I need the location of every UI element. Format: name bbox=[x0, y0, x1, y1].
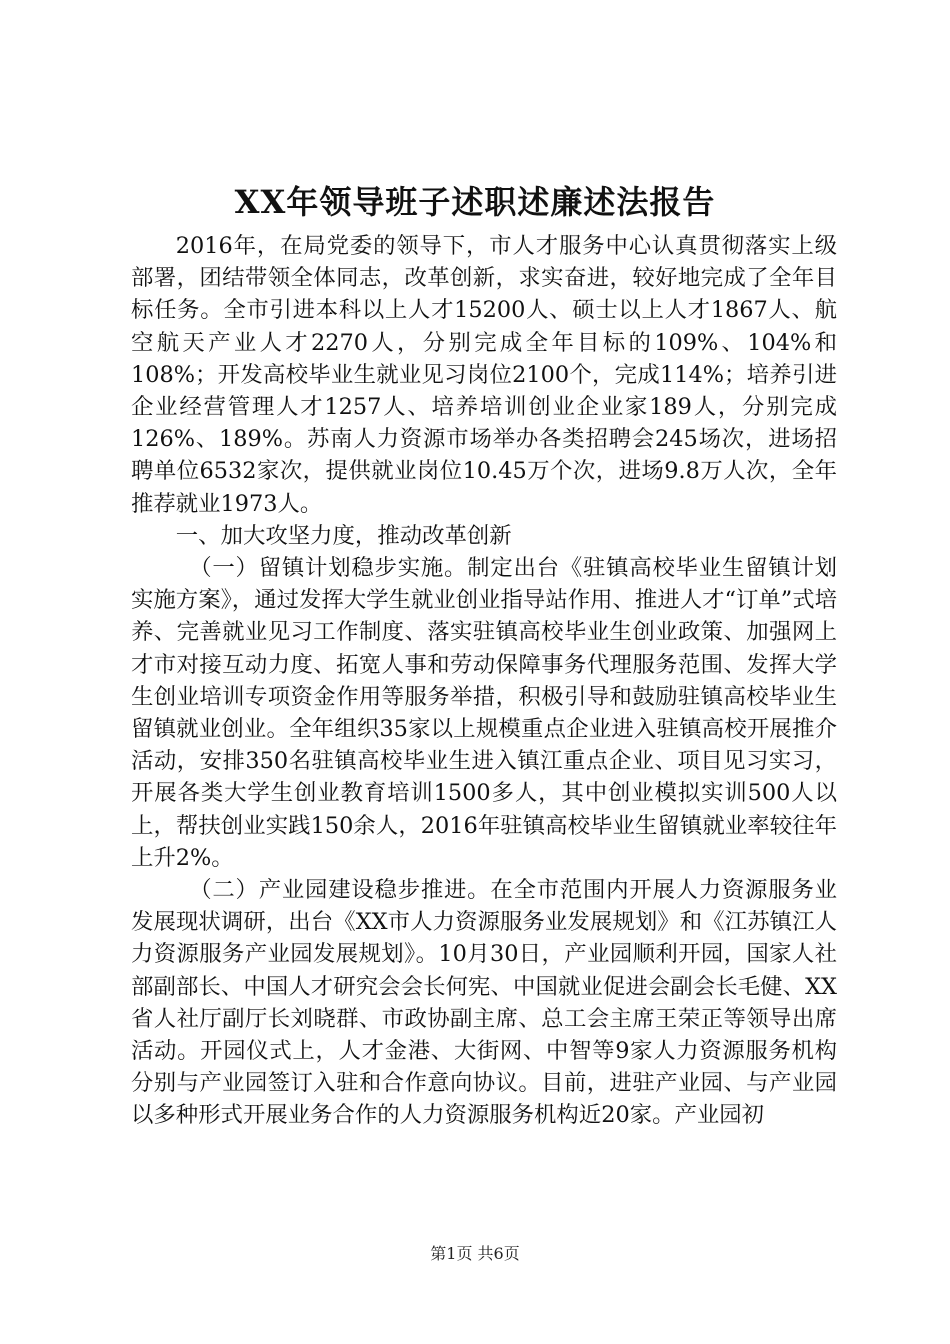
subsection-paragraph-2: （二）产业园建设稳步推进。在全市范围内开展人力资源服务业发展现状调研，出台《XX市人力资源服务业发展规划》和《江苏镇江人力资源服务产业园发展规划》。10月30日，产业园顺利开园，国家人社部副部长、中国人才研究会会长何宪、中国就业促进会副会长毛健、XX省人社厅副厅长刘晓群、市政协副主席、总工会主席王荣正等领导出席活动。开园仪式上，人才金港、大街网、中智等9家人力资源服务机构分别与产业园签订入驻和合作意向协议。目前，进驻产业园、与产业园以多种形式开展业务合作的人力资源服务机构近20家。产业园初 bbox=[131, 877, 837, 1129]
section-heading: 一、加大攻坚力度，推动改革创新 bbox=[175, 522, 512, 549]
subsection-paragraph-1: （一）留镇计划稳步实施。制定出台《驻镇高校毕业生留镇计划实施方案》，通过发挥大学生就业创业指导站作用、推进人才“订单”式培养、完善就业见习工作制度、落实驻镇高校毕业生创业政策、加强网上才市对接互动力度、拓宽人事和劳动保障事务代理服务范围、发挥大学生创业培训专项资金作用等服务举措，积极引导和鼓励驻镇高校毕业生留镇就业创业。全年组织35家以上规模重点企业进入驻镇高校开展推介活动，安排350名驻镇高校毕业生进入镇江重点企业、项目见习实习，开展各类大学生创业教育培训1500多人，其中创业模拟实训500人以上，帮扶创业实践150余人，2016年驻镇高校毕业生留镇就业率较往年上升2%。 bbox=[131, 555, 837, 871]
page-number-footer: 第1页 共6页 bbox=[430, 1244, 520, 1263]
document-body bbox=[131, 230, 837, 1132]
document-title: XX年领导班子述职述廉述法报告 bbox=[234, 183, 716, 221]
intro-paragraph: 2016年，在局党委的领导下，市人才服务中心认真贯彻落实上级部署，团结带领全体同志，改革创新，求实奋进，较好地完成了全年目标任务。全市引进本科以上人才15200人、硕士以上人才1867人、航空航天产业人才2270人，分别完成全年目标的109%、104%和108%；开发高校毕业生就业见习岗位2100个，完成114%；培养引进企业经营管理人才1257人、培养培训创业企业家189人，分别完成126%、189%。苏南人力资源市场举办各类招聘会245场次，进场招聘单位6532家次，提供就业岗位10.45万个次，进场9.8万人次，全年推荐就业1973人。 bbox=[131, 233, 837, 517]
